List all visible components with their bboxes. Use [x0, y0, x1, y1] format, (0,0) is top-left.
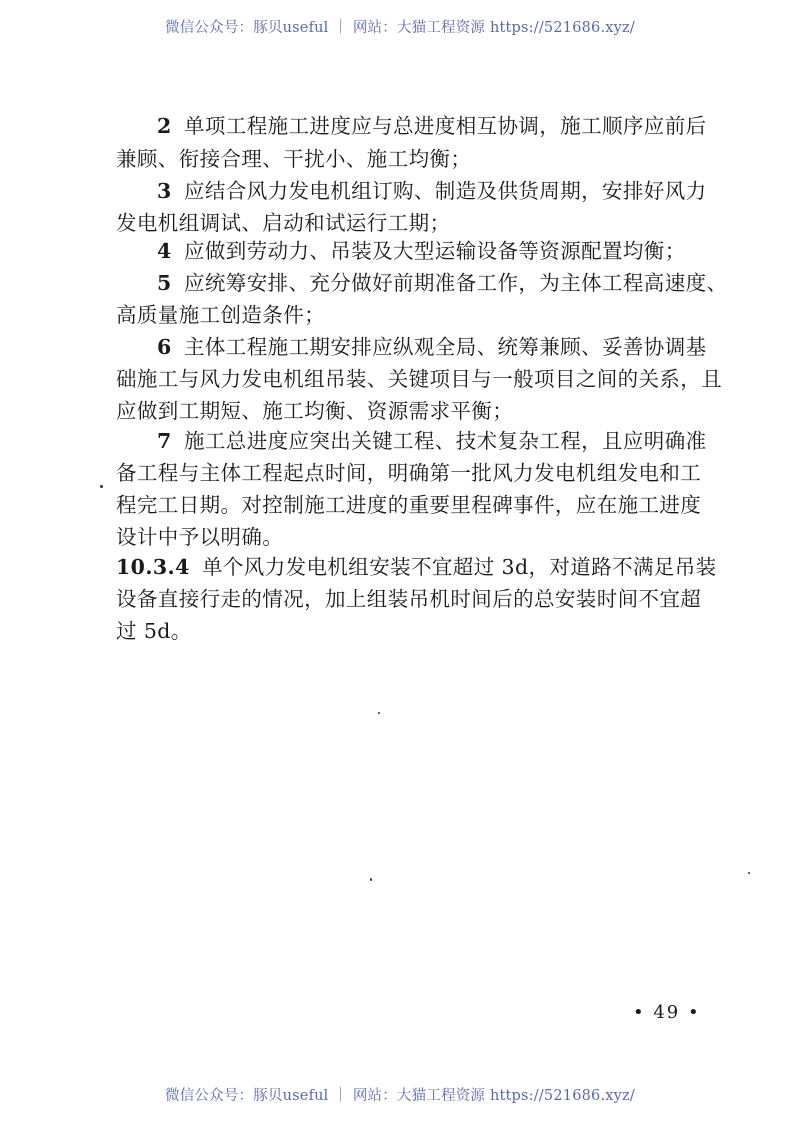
- item-5-text-1: 应统筹安排、充分做好前期准备工作，为主体工程高速度、: [184, 271, 728, 295]
- item-3-line-1: [157, 178, 707, 204]
- section-number: 10.3.4: [116, 555, 190, 579]
- section-10-3-4-line-2: 设备直接行走的情况，加上组装吊机时间后的总安装时间不宜超: [116, 587, 702, 611]
- item-2-line-1: [157, 113, 707, 139]
- item-4-line-1: [157, 238, 686, 264]
- item-6-text-1: 主体工程施工期安排应纵观全局、统筹兼顾、妥善协调基: [184, 335, 707, 359]
- item-6-line-3: 应做到工期短、施工均衡、资源需求平衡；: [116, 399, 514, 423]
- scan-speck: [748, 872, 750, 874]
- item-7-line-4: 设计中予以明确。: [116, 525, 284, 549]
- item-5-line-1: [157, 270, 727, 296]
- item-2-number: 2: [157, 114, 172, 138]
- item-7-number: 7: [157, 429, 172, 453]
- item-7-line-2: 备工程与主体工程起点时间，明确第一批风力发电机组发电和工: [116, 461, 702, 485]
- item-7-text-1: 施工总进度应突出关键工程、技术复杂工程，且应明确准: [184, 429, 707, 453]
- item-7-line-1: [157, 428, 707, 454]
- item-4-text-1: 应做到劳动力、吊装及大型运输设备等资源配置均衡；: [184, 239, 686, 263]
- item-3-line-2: 发电机组调试、启动和试运行工期；: [116, 211, 451, 235]
- item-6-line-2: 础施工与风力发电机组吊装、关键项目与一般项目之间的关系，且: [116, 367, 723, 391]
- watermark-bottom: 微信公众号：豚贝useful ｜ 网站：大猫工程资源 https://521686.xyz/: [165, 1088, 635, 1104]
- item-3-number: 3: [157, 179, 172, 203]
- section-10-3-4-line-3: 过 5d。: [116, 619, 192, 643]
- scan-speck: [370, 878, 372, 881]
- item-7-line-3: 程完工日期。对控制施工进度的重要里程碑事件，应在施工进度: [116, 493, 702, 517]
- section-10-3-4-line-1: [116, 554, 717, 580]
- watermark-top: 微信公众号：豚贝useful ｜ 网站：大猫工程资源 https://521686.xyz/: [165, 20, 635, 36]
- item-6-line-1: [157, 334, 707, 360]
- item-2-text-1: 单项工程施工进度应与总进度相互协调，施工顺序应前后: [184, 114, 707, 138]
- section-text-1: 单个风力发电机组安装不宜超过 3d，对道路不满足吊装: [202, 555, 717, 579]
- item-5-number: 5: [157, 271, 172, 295]
- scan-speck: [378, 712, 380, 714]
- item-2-line-2: 兼顾、衔接合理、干扰小、施工均衡；: [116, 147, 472, 171]
- item-3-text-1: 应结合风力发电机组订购、制造及供货周期，安排好风力: [184, 179, 707, 203]
- item-5-line-2: 高质量施工创造条件；: [116, 303, 325, 327]
- item-6-number: 6: [157, 335, 172, 359]
- item-4-number: 4: [157, 239, 172, 263]
- scan-speck: [100, 485, 103, 488]
- page-number: • 49 •: [633, 1002, 701, 1023]
